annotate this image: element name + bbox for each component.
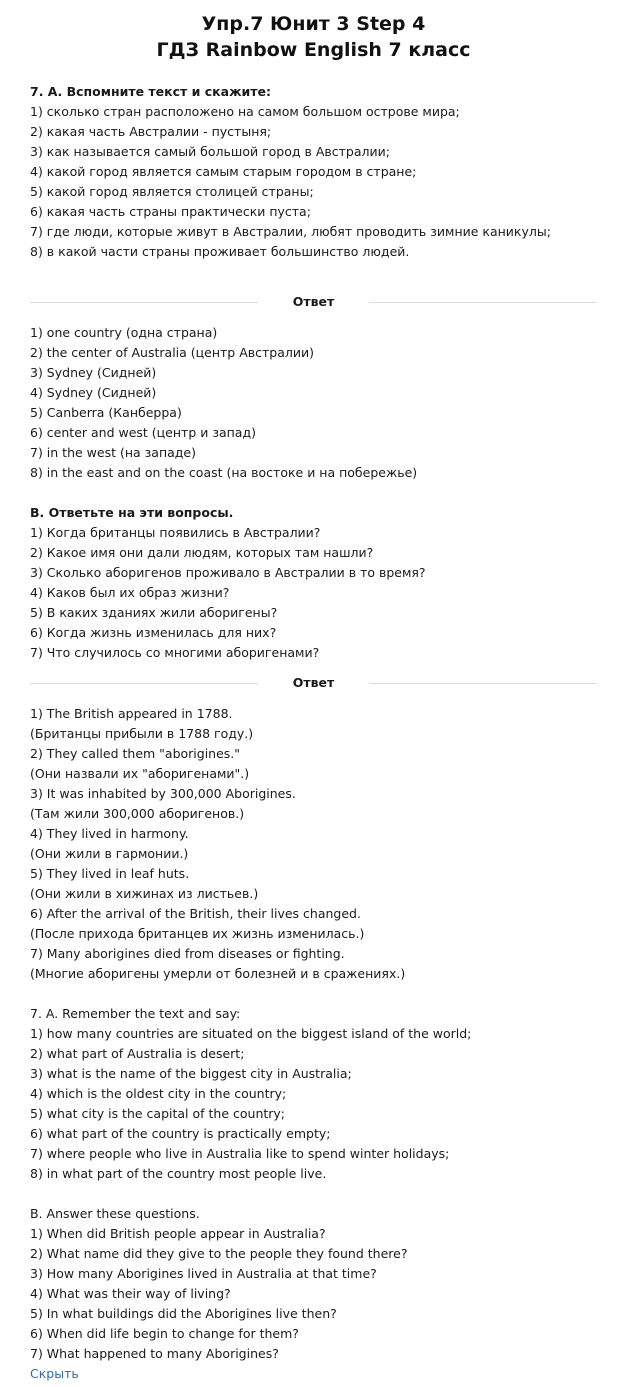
task-a-ru-item: 4) какой город является самым старым городом в стране;	[30, 164, 417, 179]
task-a-ru-item: 6) какая часть страны практически пуста;	[30, 204, 311, 219]
answer-item: 3) Sydney (Сидней)	[30, 365, 157, 380]
answer-item: 2) They called them "aborigines."	[30, 746, 241, 761]
answer-item: 2) the center of Australia (центр Австралии)	[30, 345, 314, 360]
task-a-ru-item: 2) какая часть Австралии - пустыня;	[30, 124, 272, 139]
task-b-en-item: 6) When did life begin to change for them?	[30, 1326, 299, 1341]
task-a-ru-heading: 7. А. Вспомните текст и скажите:	[30, 84, 271, 99]
task-b-ru-item: 5) В каких зданиях жили аборигены?	[30, 605, 278, 620]
task-a-ru-item: 8) в какой части страны проживает большинство людей.	[30, 244, 410, 259]
task-a-en-item: 5) what city is the capital of the country;	[30, 1106, 286, 1121]
answer-item: 4) They lived in harmony.	[30, 826, 189, 841]
answer-translation: (Многие аборигены умерли от болезней и в сражениях.)	[30, 966, 406, 981]
task-b-en-item: 5) In what buildings did the Aborigines live then?	[30, 1306, 337, 1321]
task-a-en-heading: 7. A. Remember the text and say:	[30, 1006, 241, 1021]
answer-item: 5) They lived in leaf huts.	[30, 866, 190, 881]
task-b-en-item: 1) When did British people appear in Australia?	[30, 1226, 326, 1241]
answer-item: 8) in the east and on the coast (на востоке и на побережье)	[30, 465, 418, 480]
page-title	[0, 11, 627, 63]
task-b-en	[30, 1204, 610, 1364]
answer-translation: (Они жили в хижинах из листьев.)	[30, 886, 259, 901]
task-a-ru	[30, 82, 610, 262]
task-a-en-item: 4) which is the oldest city in the country;	[30, 1086, 287, 1101]
answer-label: Ответ	[292, 675, 335, 690]
answer-translation: (После прихода британцев их жизнь изменилась.)	[30, 926, 365, 941]
answer-item: 6) After the arrival of the British, their lives changed.	[30, 906, 361, 921]
task-b-ru-item: 2) Какое имя они дали людям, которых там нашли?	[30, 545, 374, 560]
task-b-en-item: 7) What happened to many Aborigines?	[30, 1346, 279, 1361]
answer-item: 4) Sydney (Сидней)	[30, 385, 157, 400]
task-a-en-item: 3) what is the name of the biggest city in Australia;	[30, 1066, 352, 1081]
answer-item: 5) Canberra (Канберра)	[30, 405, 182, 420]
answer-item: 1) one country (одна страна)	[30, 325, 218, 340]
task-b-ru-item: 6) Когда жизнь изменилась для них?	[30, 625, 277, 640]
task-a-en-item: 2) what part of Australia is desert;	[30, 1046, 245, 1061]
task-b-ru-item: 3) Сколько аборигенов проживало в Австралии в то время?	[30, 565, 426, 580]
task-a-en-item: 6) what part of the country is practically empty;	[30, 1126, 331, 1141]
divider-line	[369, 683, 597, 684]
answer-divider	[30, 673, 597, 693]
divider-line	[369, 302, 597, 303]
task-a-en-item: 1) how many countries are situated on the biggest island of the world;	[30, 1026, 472, 1041]
task-a-en	[30, 1004, 610, 1184]
task-a-ru-item: 3) как называется самый большой город в Австралии;	[30, 144, 390, 159]
answer-translation: (Британцы прибыли в 1788 году.)	[30, 726, 254, 741]
hide-link[interactable]: Скрыть	[30, 1366, 79, 1381]
task-b-ru-heading: B. Ответьте на эти вопросы.	[30, 505, 234, 520]
answers-b	[30, 704, 610, 984]
answer-item: 1) The British appeared in 1788.	[30, 706, 233, 721]
task-b-ru	[30, 503, 610, 663]
task-b-en-item: 4) What was their way of living?	[30, 1286, 231, 1301]
task-b-ru-item: 7) Что случилось со многими аборигенами?	[30, 645, 320, 660]
task-a-ru-item: 1) сколько стран расположено на самом большом острове мира;	[30, 104, 460, 119]
answer-translation: (Они жили в гармонии.)	[30, 846, 189, 861]
task-b-en-item: 3) How many Aborigines lived in Australia at that time?	[30, 1266, 377, 1281]
task-b-en-item: 2) What name did they give to the people they found there?	[30, 1246, 408, 1261]
task-b-ru-item: 1) Когда британцы появились в Австралии?	[30, 525, 321, 540]
task-a-en-item: 8) in what part of the country most people live.	[30, 1166, 327, 1181]
answer-item: 7) in the west (на западе)	[30, 445, 196, 460]
task-b-en-heading: B. Answer these questions.	[30, 1206, 200, 1221]
page-title-line-2: ГДЗ Rainbow English 7 класс	[156, 39, 471, 61]
answers-a	[30, 323, 610, 483]
answer-translation: (Они назвали их "аборигенами".)	[30, 766, 250, 781]
page-title-line-1: Упр.7 Юнит 3 Step 4	[201, 13, 426, 35]
answer-label: Ответ	[292, 294, 335, 309]
answer-item: 3) It was inhabited by 300,000 Aborigines.	[30, 786, 296, 801]
answer-divider	[30, 292, 597, 312]
task-a-en-item: 7) where people who live in Australia like to spend winter holidays;	[30, 1146, 450, 1161]
answer-translation: (Там жили 300,000 аборигенов.)	[30, 806, 245, 821]
answer-item: 7) Many aborigines died from diseases or fighting.	[30, 946, 345, 961]
task-a-ru-item: 7) где люди, которые живут в Австралии, любят проводить зимние каникулы;	[30, 224, 551, 239]
task-a-ru-item: 5) какой город является столицей страны;	[30, 184, 314, 199]
task-b-ru-item: 4) Каков был их образ жизни?	[30, 585, 230, 600]
answer-item: 6) center and west (центр и запад)	[30, 425, 256, 440]
